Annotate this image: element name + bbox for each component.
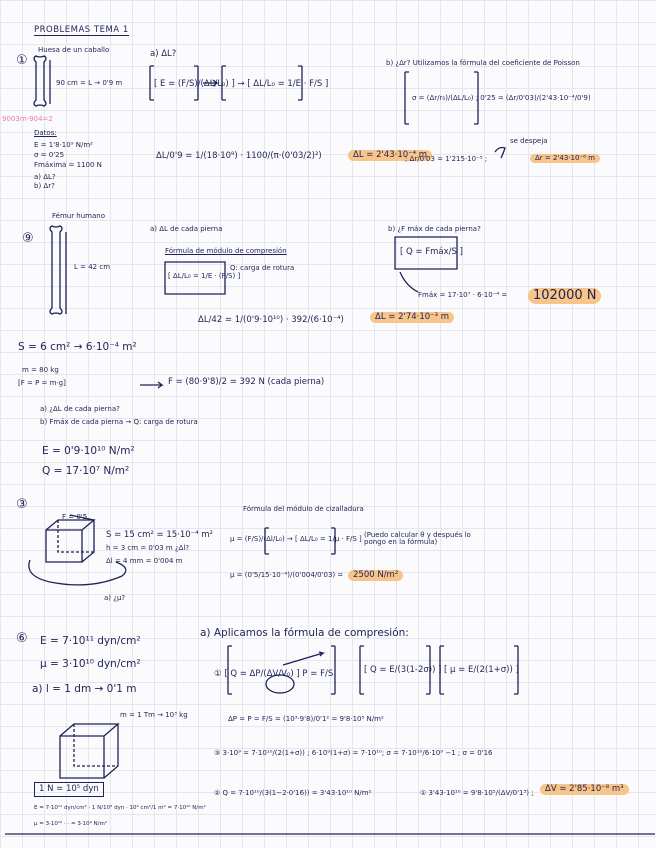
p1-b-label: b) ¿Δr? Utilizamos la fórmula del coeficiente de Poisson bbox=[386, 59, 580, 67]
p1-a-result: ΔL = 2'43·10⁻⁴ m bbox=[348, 150, 432, 161]
p9-qb: b) Fmáx de cada pierna → Q: carga de rotura bbox=[40, 418, 198, 426]
p1-b-despeja: se despeja bbox=[510, 137, 548, 145]
p6-conv1: E = 7·10¹¹ dyn/cm² · 1 N/10⁵ dyn · 10⁴ cm²/1 m² = 7·10¹⁰ N/m² bbox=[34, 805, 206, 811]
problem-1-number: ① bbox=[16, 53, 28, 68]
p9-dim: L = 42 cm bbox=[74, 263, 111, 271]
cube-drawing-6 bbox=[60, 724, 118, 778]
p9-b-calc: Fmáx = 17·10⁷ · 6·10⁻⁴ = bbox=[418, 291, 508, 299]
p6-conv2: μ = 3·10¹⁰ · · = 3·10⁹ N/m² bbox=[34, 821, 108, 827]
p1-datos-3: a) ΔL? bbox=[34, 173, 56, 181]
page-title: PROBLEMAS TEMA 1 bbox=[34, 25, 129, 35]
p9-a-label: a) ΔL de cada pierna bbox=[150, 225, 223, 233]
p6-eq3: [ μ = E/(2(1+σ)) ] bbox=[444, 665, 519, 675]
p1-datos-2: Fmáxima = 1100 N bbox=[34, 161, 102, 169]
p3-result: 2500 N/m² bbox=[348, 570, 403, 581]
p6-a: a) l = 1 dm → 0'1 m bbox=[32, 683, 137, 695]
p3-q: a) ¿μ? bbox=[104, 594, 126, 602]
p1-a-label: a) ΔL? bbox=[150, 49, 177, 59]
p9-a-calc: ΔL/42 = 1/(0'9·10¹⁰) · 392/(6·10⁻⁴) bbox=[198, 315, 344, 325]
p9-object: Fémur humano bbox=[52, 212, 106, 220]
p3-calc: μ = (0'5/15·10⁻⁴)/(0'004/0'03) = bbox=[230, 571, 344, 579]
p6-eq2: [ Q = E/(3(1-2σ)) ] bbox=[364, 665, 442, 675]
p1-a-eq1: [ E = (F/S)/(ΔL/L₀) ] → [ ΔL/L₀ = 1/E · F/S ] bbox=[154, 79, 329, 89]
p9-force-eq: F = (80·9'8)/2 = 392 N (cada pierna) bbox=[168, 377, 325, 387]
bone-drawing-9 bbox=[50, 226, 62, 314]
p9-a-Qnote: Q: carga de rotura bbox=[230, 264, 295, 272]
p1-b-result: Δr = 2'43·10⁻⁶ m bbox=[530, 154, 600, 163]
p9-area: S = 6 cm² → 6·10⁻⁴ m² bbox=[18, 341, 137, 353]
p9-Q: Q = 17·10⁷ N/m² bbox=[42, 465, 130, 477]
p6-conv-box: 1 N = 10⁵ dyn bbox=[34, 782, 104, 797]
p9-a-formula-label: Fórmula de módulo de compresión bbox=[165, 247, 287, 255]
p1-b-step: ; Δr/0'03 = 1'215·10⁻⁵ ; bbox=[405, 155, 488, 163]
p1-pink-note: 9003m-904=2 bbox=[2, 115, 53, 123]
p3-force: F = 0'5 bbox=[62, 513, 88, 521]
p9-qa: a) ¿ΔL de cada pierna? bbox=[40, 405, 120, 413]
p6-dp: ΔP = P = F/S = (10³·9'8)/0'1² = 9'8·10⁵ N/m² bbox=[228, 715, 384, 723]
p9-a-formula: [ ΔL/L₀ = 1/E · (F/S) ] bbox=[168, 272, 241, 280]
p6-title: a) Aplicamos la fórmula de compresión: bbox=[200, 627, 409, 639]
p3-S: S = 15 cm² = 15·10⁻⁴ m² bbox=[106, 530, 213, 540]
p3-formula: μ = (F/S)/(Δl/L₀) → [ ΔL/L₀ = 1/μ · F/S ] bbox=[230, 535, 362, 543]
p1-datos-0: E = 1'8·10⁹ N/m² bbox=[34, 141, 93, 149]
p3-dl: Δl = 4 mm = 0'004 m bbox=[106, 557, 183, 565]
p9-a-result: ΔL = 2'74·10⁻³ m bbox=[370, 312, 454, 323]
p6-E: E = 7·10¹¹ dyn/cm² bbox=[40, 635, 141, 647]
bone-drawing-1 bbox=[34, 56, 46, 106]
p3-note: (Puedo calcular θ y después lo pongo en la fórmula) bbox=[364, 531, 471, 547]
p1-datos-4: b) Δr? bbox=[34, 182, 55, 190]
p3-h: h = 3 cm = 0'03 m ¿Δl? bbox=[106, 544, 190, 552]
problem-6-number: ⑥ bbox=[16, 631, 28, 646]
p9-b-result: 102000 N bbox=[528, 288, 601, 304]
cube-drawing-3 bbox=[46, 520, 94, 562]
p6-c3: ③ 3·10⁹ = 7·10¹⁰/(2(1+σ)) ; 6·10⁹(1+σ) = 7·10¹⁰; σ = 7·10¹⁰/6·10⁹ −1 ; σ = 0'16 bbox=[214, 749, 493, 757]
p1-object: Huesa de un caballo bbox=[38, 46, 110, 54]
p6-eq1: ① [ Q = ΔP/(ΔV/V₀) ] P = F/S bbox=[214, 669, 334, 679]
p6-c1: ① 3'43·10¹⁰ = 9'8·10⁵/(ΔV/0'1³) ; bbox=[420, 789, 534, 797]
p9-b-label: b) ¿F máx de cada pierna? bbox=[388, 225, 481, 233]
p6-mu: μ = 3·10¹⁰ dyn/cm² bbox=[40, 658, 141, 670]
p6-result: ΔV = 2'85·10⁻⁸ m³ bbox=[540, 784, 629, 795]
p9-b-formula: [ Q = Fmáx/S ] bbox=[400, 247, 463, 257]
p6-c2: ② Q = 7·10¹⁰/(3(1−2·0'16)) = 3'43·10¹⁰ N/m² bbox=[214, 789, 372, 797]
problem-9-number: ⑨ bbox=[22, 231, 34, 246]
p3-formula-label: Fórmula del módulo de cizalladura bbox=[243, 505, 364, 513]
p9-mass: m = 80 kg bbox=[22, 366, 59, 374]
p9-weight-eq: [F = P = m·g] bbox=[18, 379, 66, 387]
p6-mass: m = 1 Tm → 10³ kg bbox=[120, 711, 188, 719]
p1-datos-1: σ = 0'25 bbox=[34, 151, 65, 159]
p9-E: E = 0'9·10¹⁰ N/m² bbox=[42, 445, 135, 457]
problem-3-number: ③ bbox=[16, 497, 28, 512]
p1-a-calc: ΔL/0'9 = 1/(18·10⁹) · 1100/(π·(0'03/2)²) bbox=[156, 151, 322, 161]
p1-b-eq: σ = (Δr/r₀)/(ΔL/L₀) ; 0'25 = (Δr/0'03)/(2'43·10⁻⁴/0'9) bbox=[412, 94, 591, 102]
p1-datos-label: Datos: bbox=[34, 129, 57, 137]
p1-dim: 90 cm = L → 0'9 m bbox=[56, 79, 123, 87]
